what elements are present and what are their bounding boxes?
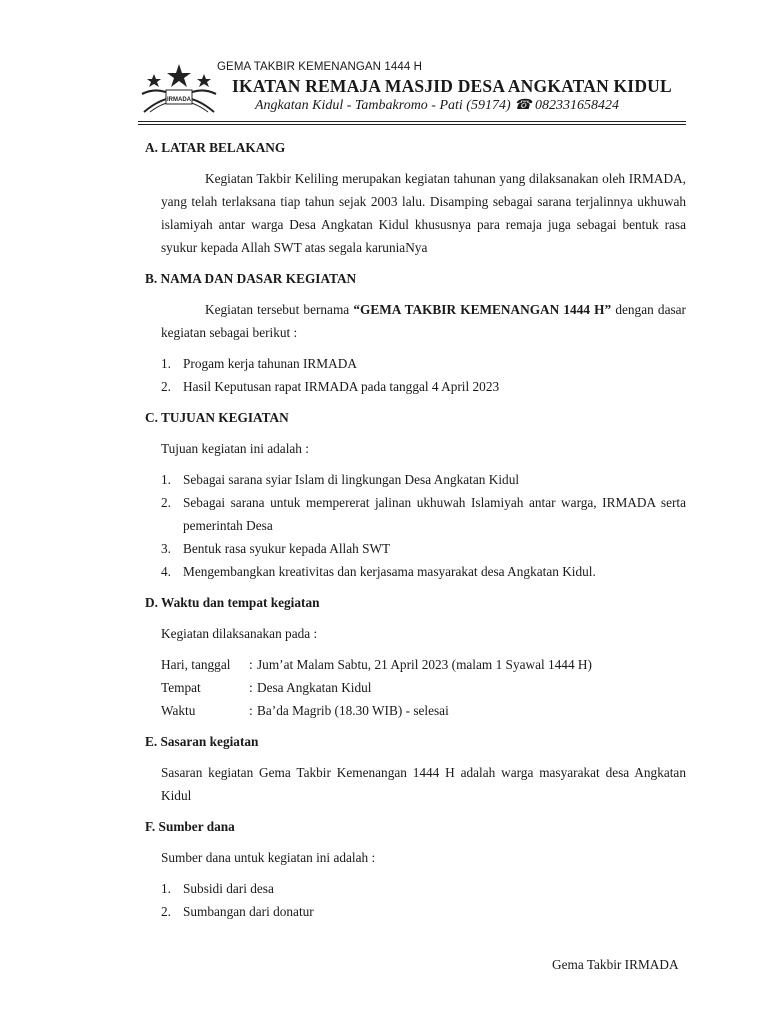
header-subtitle: GEMA TAKBIR KEMENANGAN 1444 H [217, 61, 423, 73]
section-c-intro: Tujuan kegiatan ini adalah : [161, 441, 309, 456]
document-body [145, 136, 686, 931]
section-a-heading: A. LATAR BELAKANG [145, 140, 286, 155]
list-number: 4. [161, 564, 171, 579]
section-b-list [161, 352, 686, 398]
schedule-value: Desa Angkatan Kidul [257, 680, 372, 695]
list-item [161, 537, 686, 560]
list-item [161, 900, 686, 923]
list-item [161, 560, 686, 583]
list-item [161, 877, 686, 900]
section-f-heading: F. Sumber dana [145, 819, 235, 834]
list-number: 2. [161, 379, 171, 394]
list-text: Hasil Keputusan rapat IRMADA pada tanggal 4 April 2023 [183, 379, 500, 394]
header-title: IKATAN REMAJA MASJID DESA ANGKATAN KIDUL [232, 76, 672, 96]
header-address: Angkatan Kidul - Tambakromo - Pati (59174) ☎ 082331658424 [255, 98, 620, 113]
list-item [161, 491, 686, 537]
section-d-heading: D. Waktu dan tempat kegiatan [145, 595, 320, 610]
schedule-table [161, 653, 686, 722]
schedule-value: Ba’da Magrib (18.30 WIB) - selesai [257, 703, 449, 718]
section-c-list [161, 468, 686, 583]
schedule-value: Jum’at Malam Sabtu, 21 April 2023 (malam 1 Syawal 1444 H) [257, 657, 592, 672]
list-item [161, 468, 686, 491]
header-divider [138, 121, 686, 122]
irmada-logo [138, 60, 220, 118]
page-footer: Gema Takbir IRMADA [552, 957, 679, 972]
list-text: Progam kerja tahunan IRMADA [183, 356, 357, 371]
section-e-paragraph: Sasaran kegiatan Gema Takbir Kemenangan 1444 H adalah warga masyarakat desa Angkatan Kidul [161, 765, 686, 803]
section-a-paragraph: Kegiatan Takbir Keliling merupakan kegiatan tahunan yang dilaksanakan oleh IRMADA, yang telah terlaksana tiap tahun sejak 2003 lalu. Disamping sebagai sarana terjalinnya ukhuwah islamiyah antar warga Desa Angkatan Kidul khususnya para remaja juga sebagai bentuk rasa syukur kepada Allah SWT atas segala karuniaNya [161, 171, 686, 255]
list-number: 1. [161, 356, 171, 371]
section-f-list [161, 877, 686, 923]
list-number: 3. [161, 541, 171, 556]
schedule-key: Waktu [161, 703, 196, 718]
list-text: Subsidi dari desa [183, 881, 274, 896]
list-item [161, 352, 686, 375]
schedule-row: Hari, tanggal : Jum’at Malam Sabtu, 21 April 2023 (malam 1 Syawal 1444 H) [161, 653, 686, 676]
schedule-key: Tempat [161, 680, 201, 695]
list-number: 2. [161, 904, 171, 919]
section-b-prefix: Kegiatan tersebut bernama [205, 302, 354, 317]
list-text: Mengembangkan kreativitas dan kerjasama masyarakat desa Angkatan Kidul. [183, 564, 596, 579]
list-number: 1. [161, 881, 171, 896]
section-c-heading: C. TUJUAN KEGIATAN [145, 410, 289, 425]
header-divider-thin [138, 124, 686, 125]
event-name: “GEMA TAKBIR KEMENANGAN 1444 H” [353, 302, 612, 317]
schedule-row: Waktu : Ba’da Magrib (18.30 WIB) - selesai [161, 699, 686, 722]
section-b-heading: B. NAMA DAN DASAR KEGIATAN [145, 271, 357, 286]
logo-text: IRMADA [167, 97, 191, 103]
schedule-key: Hari, tanggal [161, 657, 231, 672]
list-text: Sebagai sarana untuk mempererat jalinan ukhuwah Islamiyah antar warga, IRMADA serta pemerintah Desa [183, 495, 686, 533]
list-text: Sumbangan dari donatur [183, 904, 314, 919]
list-item [161, 375, 686, 398]
list-text: Bentuk rasa syukur kepada Allah SWT [183, 541, 391, 556]
section-b-paragraph [161, 298, 686, 344]
schedule-row: Tempat : Desa Angkatan Kidul [161, 676, 686, 699]
section-b-suffix: dengan dasar kegiatan sebagai berikut : [161, 302, 686, 340]
section-d-intro: Kegiatan dilaksanakan pada : [161, 626, 318, 641]
section-f-intro: Sumber dana untuk kegiatan ini adalah : [161, 850, 376, 865]
list-text: Sebagai sarana syiar Islam di lingkungan Desa Angkatan Kidul [183, 472, 520, 487]
section-e-heading: E. Sasaran kegiatan [145, 734, 259, 749]
list-number: 2. [161, 495, 171, 510]
list-number: 1. [161, 472, 171, 487]
